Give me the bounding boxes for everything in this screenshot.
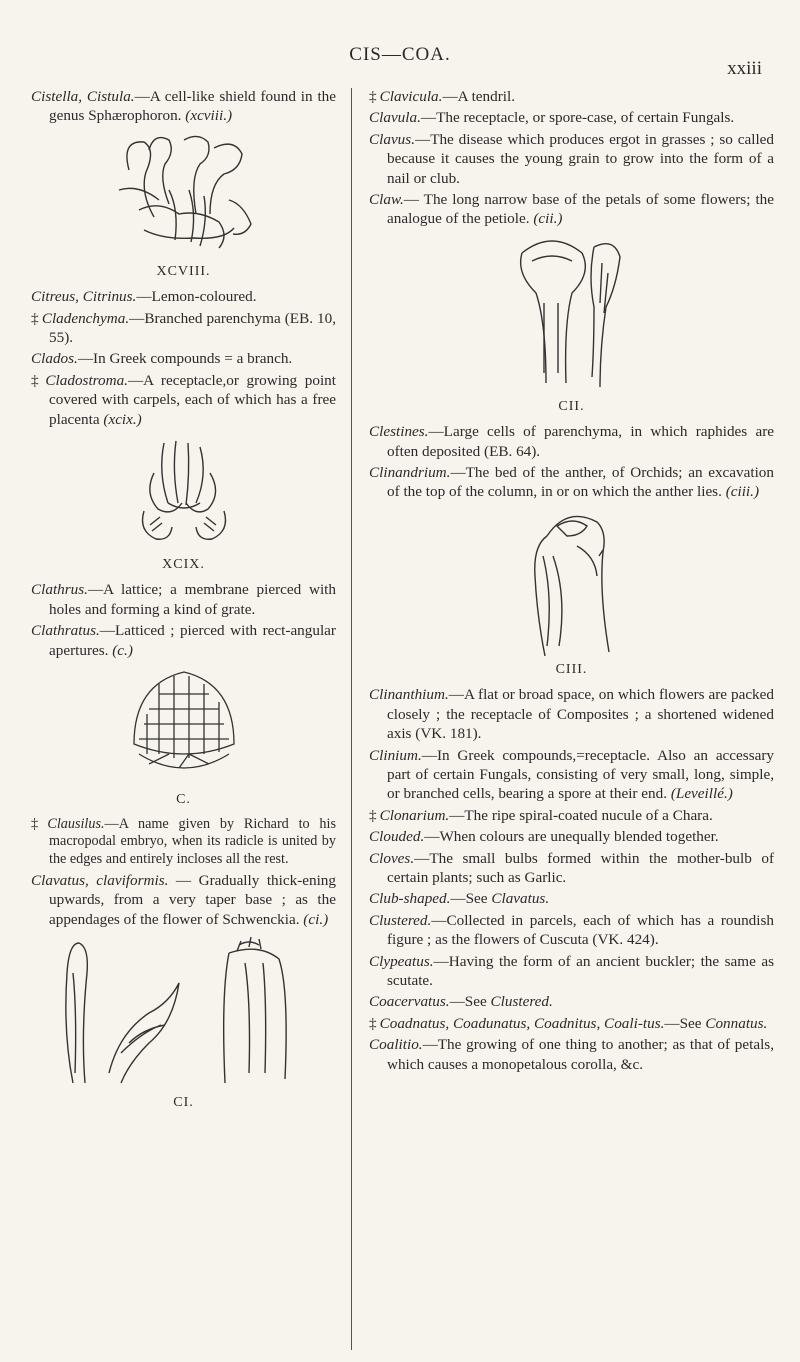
figure-xcix [31, 433, 336, 551]
cladostroma-illustration [124, 433, 244, 551]
caption-ciii: CIII. [555, 661, 588, 677]
entry-coalitio: Coalitio.—The growing of one thing to another; as that of petals, which causes a monopetalous corolla, &c. [369, 1036, 774, 1073]
entry-clypeatus: Clypeatus.—Having the form of an ancient buckler; the same as scutate. [369, 952, 774, 989]
entry-clinium: Clinium.—In Greek compounds,=receptacle. Also an accessary part of certain Fungals, consisting of very small, long, simple, or branched cells, bearing a spore at their end. (Leveillé.) [369, 746, 774, 803]
clathrus-illustration [119, 664, 249, 786]
entry-club-shaped: Club-shaped.—See Clavatus. [369, 890, 550, 908]
entry-clavatus: Clavatus, claviformis. — Gradually thick-ening upwards, from a very taper base ; as the appendages of the flower of Schwenckia. (ci.) [31, 871, 336, 928]
entry-clinandrium: Clinandrium.—The bed of the anther, of Orchids; an excavation of the top of the column, in or on which the anther lies. (ciii.) [369, 464, 774, 501]
entry-clustered: Clustered.—Collected in parcels, each of which has a roundish figure ; as the flowers of Cuscuta (VK. 424). [369, 911, 774, 949]
caption-c: C. [176, 792, 191, 808]
entry-clausilus: ‡ Clausilus.—A name given by Richard to his macropodal embryo, when its radicle is united by the edges and entirely incloses all the rest. [31, 815, 336, 868]
caption-cii: CII. [558, 398, 585, 414]
entry-claw: Claw.— The long narrow base of the petals of some flowers; the analogue of the petiole. (cii.) [369, 191, 774, 228]
entry-citreus: Citreus, Citrinus.—Lemon-coloured. [31, 288, 257, 306]
entry-cladenchyma: ‡ Cladenchyma.—Branched parenchyma (EB. 10, 55). [31, 309, 336, 347]
left-column [31, 87, 336, 1119]
entry-coadnatus: ‡ Coadnatus, Coadunatus, Coadnitus, Coali-tus.—See Connatus. [369, 1014, 768, 1032]
figure-cii [369, 233, 774, 393]
entry-coacervatus: Coacervatus.—See Clustered. [369, 993, 553, 1011]
page-number: xxiii [727, 58, 762, 79]
entry-cladostroma: ‡ Cladostroma.—A receptacle,or growing point covered with carpels, each of which has a free placenta (xcix.) [31, 371, 336, 428]
claw-illustration [502, 233, 642, 393]
entry-clados: Clados.—In Greek compounds = a branch. [31, 350, 293, 368]
entry-clavicula: ‡ Clavicula.—A tendril. [369, 88, 516, 105]
entry-clonarium: ‡ Clonarium.—The ripe spiral-coated nucule of a Chara. [369, 806, 713, 824]
column-divider [351, 88, 352, 1350]
entry-clouded: Clouded.—When colours are unequally blended together. [369, 828, 719, 846]
caption-ci: CI. [173, 1095, 194, 1111]
entry-clestines: Clestines.—Large cells of parenchyma, in which raphides are often deposited (EB. 64). [369, 423, 774, 460]
entry-cloves: Cloves.—The small bulbs formed within the mother-bulb of certain plants; such as Garlic. [369, 849, 774, 886]
caption-xcix: XCIX. [162, 557, 205, 573]
figure-c [31, 664, 336, 786]
entry-clathratus: Clathratus.—Latticed ; pierced with rect-angular apertures. (c.) [31, 622, 336, 659]
entry-clavula: Clavula.—The receptacle, or spore-case, of certain Fungals. [369, 109, 735, 127]
running-head: CIS—COA. [349, 44, 451, 65]
clinandrium-illustration [517, 506, 627, 656]
entry-clavus: Clavus.—The disease which produces ergot in grasses ; so called because it causes the young grain to grow into the form of a nail or club. [369, 130, 774, 187]
right-column [369, 87, 774, 1076]
clavatus-illustration [49, 933, 319, 1089]
figure-ci [31, 933, 336, 1089]
figure-xcviii [31, 130, 336, 258]
figure-ciii [369, 506, 774, 656]
entry-clinanthium: Clinanthium.—A flat or broad space, on which flowers are packed closely ; the receptacle of Composites ; a shortened widened axis (VK. 181). [369, 686, 774, 743]
entry-cistella: Cistella, Cistula.—A cell-like shield found in the genus Sphærophoron. (xcviii.) [31, 88, 336, 125]
entry-clathrus: Clathrus.—A lattice; a membrane pierced with holes and forming a kind of grate. [31, 581, 336, 618]
cistella-illustration [109, 130, 259, 258]
caption-xcviii: XCVIII. [156, 263, 211, 279]
